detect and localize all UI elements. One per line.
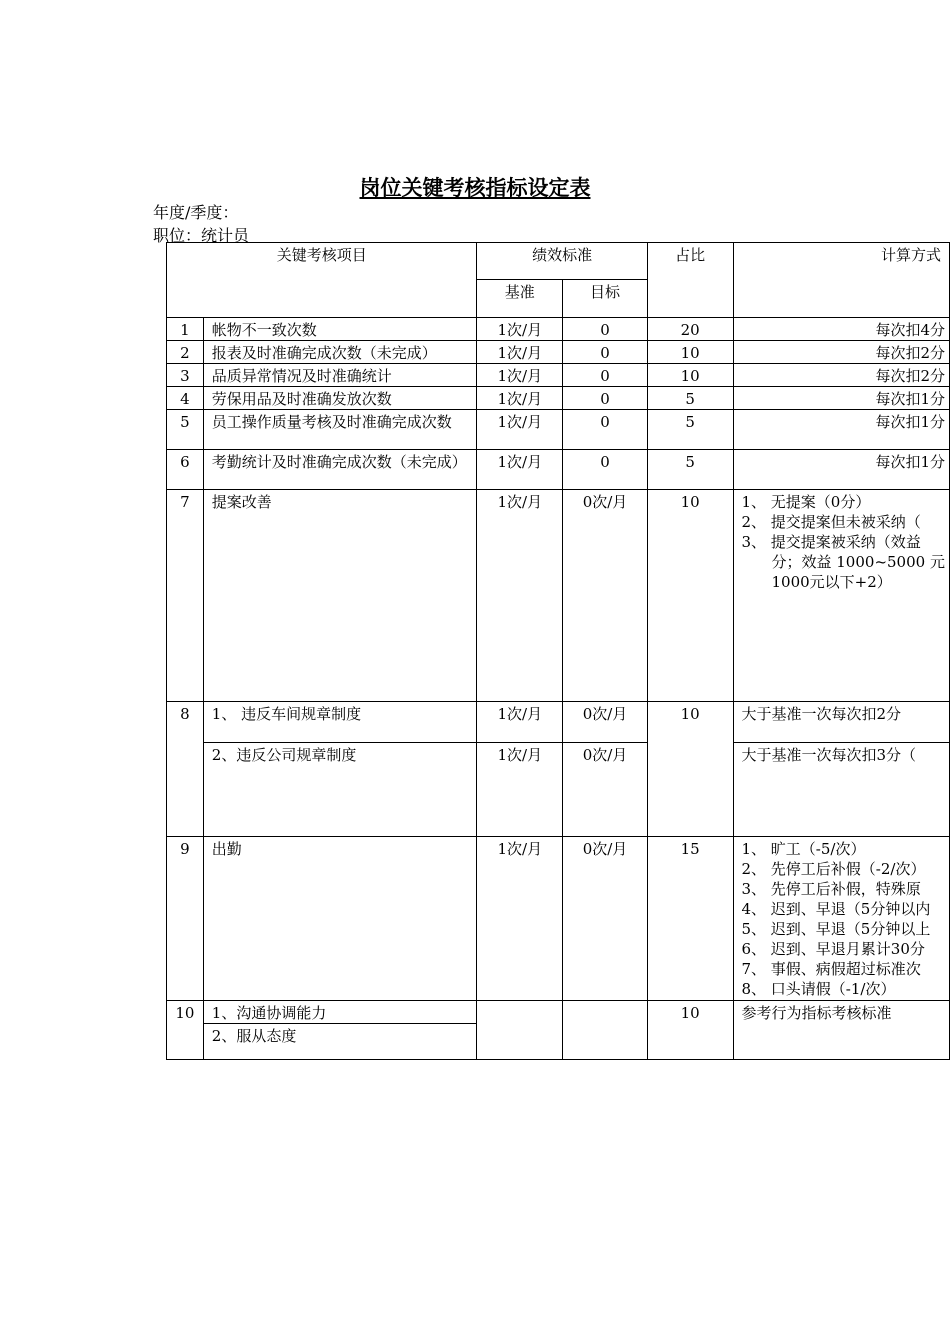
row-weight: 10 (647, 702, 733, 837)
table-row (167, 743, 950, 837)
row-method: 每次扣2分 (733, 364, 950, 387)
row-base: 1次/月 (477, 743, 563, 837)
row-target: 0次/月 (563, 490, 648, 702)
row-weight: 15 (647, 837, 733, 1001)
method-line: 2、 提交提案但未被采纳（ (741, 513, 921, 531)
row-weight: 10 (647, 341, 733, 364)
method-line: 分；效益 1000~5000 元 (771, 553, 945, 571)
row-target-empty (563, 1001, 648, 1060)
row-number: 1 (167, 318, 204, 341)
row-number: 7 (167, 490, 204, 702)
row-number: 5 (167, 410, 204, 450)
row-base: 1次/月 (477, 318, 563, 341)
row-number: 9 (167, 837, 204, 1001)
row-target: 0次/月 (563, 702, 648, 743)
row-method: 每次扣1分 (733, 387, 950, 410)
row-item: 1、沟通协调能力 (203, 1001, 477, 1024)
row-item: 品质异常情况及时准确统计 (203, 364, 477, 387)
row-item: 劳保用品及时准确发放次数 (203, 387, 477, 410)
table-row (167, 1001, 950, 1024)
row-method: 每次扣1分 (733, 450, 950, 490)
row-item: 1、 违反车间规章制度 (203, 702, 477, 743)
row-target: 0 (563, 387, 648, 410)
table-row (167, 318, 950, 341)
table-row (167, 837, 950, 1001)
row-base: 1次/月 (477, 450, 563, 490)
method-line: 8、 口头请假（-1/次） (741, 980, 896, 998)
row-method: 每次扣1分 (733, 410, 950, 450)
row-base: 1次/月 (477, 410, 563, 450)
row-weight: 5 (647, 387, 733, 410)
row-item: 帐物不一致次数 (203, 318, 477, 341)
method-line: 3、 先停工后补假，特殊原 (741, 880, 921, 898)
method-line: 5、 迟到、早退（5分钟以上 (741, 920, 931, 938)
row-item: 员工操作质量考核及时准确完成次数 (203, 410, 477, 450)
header-target: 目标 (563, 280, 648, 318)
method-line: 1、 无提案（0分） (741, 493, 871, 511)
table-row (167, 364, 950, 387)
row-method-list (733, 837, 950, 1001)
row-method: 每次扣4分 (733, 318, 950, 341)
row-weight: 10 (647, 490, 733, 702)
header-standard: 绩效标准 (477, 243, 647, 280)
method-line: 7、 事假、病假超过标准次 (741, 960, 921, 978)
header-method: 计算方式 (733, 243, 950, 318)
row-method-list (733, 490, 950, 702)
page-title: 岗位关键考核指标设定表 (359, 175, 591, 200)
table-row (167, 490, 950, 702)
row-method: 每次扣2分 (733, 341, 950, 364)
row-number: 3 (167, 364, 204, 387)
row-base: 1次/月 (477, 837, 563, 1001)
method-line: 2、 先停工后补假（-2/次） (741, 860, 926, 878)
row-method: 大于基准一次每次扣2分 (733, 702, 950, 743)
header-row (167, 243, 950, 280)
row-base: 1次/月 (477, 490, 563, 702)
row-item: 出勤 (203, 837, 477, 1001)
row-target: 0 (563, 450, 648, 490)
row-number: 8 (167, 702, 204, 837)
row-target: 0 (563, 410, 648, 450)
row-weight: 5 (647, 450, 733, 490)
row-target: 0次/月 (563, 837, 648, 1001)
row-method: 大于基准一次每次扣3分（ (733, 743, 950, 837)
row-item: 提案改善 (203, 490, 477, 702)
table-row (167, 450, 950, 490)
row-target: 0次/月 (563, 743, 648, 837)
row-target: 0 (563, 364, 648, 387)
method-line: 4、 迟到、早退（5分钟以内 (741, 900, 931, 918)
row-item: 2、违反公司规章制度 (203, 743, 477, 837)
row-number: 4 (167, 387, 204, 410)
row-weight: 10 (647, 1001, 733, 1060)
row-weight: 5 (647, 410, 733, 450)
row-base-empty (477, 1001, 563, 1060)
method-line: 6、 迟到、早退月累计30分 (741, 940, 925, 958)
row-number: 6 (167, 450, 204, 490)
row-target: 0 (563, 318, 648, 341)
header-item: 关键考核项目 (167, 243, 477, 318)
row-base: 1次/月 (477, 364, 563, 387)
row-weight: 20 (647, 318, 733, 341)
table-row (167, 341, 950, 364)
kpi-table (166, 242, 950, 1060)
row-method: 参考行为指标考核标准 (733, 1001, 950, 1060)
table-row (167, 410, 950, 450)
row-weight: 10 (647, 364, 733, 387)
header-base: 基准 (477, 280, 563, 318)
method-line: 1000元以下+2） (771, 573, 892, 591)
row-target: 0 (563, 341, 648, 364)
position-label: 职位：统计员 (153, 226, 250, 245)
row-item: 2、服从态度 (203, 1024, 477, 1060)
row-number: 10 (167, 1001, 204, 1060)
row-base: 1次/月 (477, 702, 563, 743)
row-base: 1次/月 (477, 387, 563, 410)
method-line: 1、 旷工（-5/次） (741, 840, 866, 858)
row-item: 考勤统计及时准确完成次数（未完成） (203, 450, 477, 490)
row-number: 2 (167, 341, 204, 364)
method-line: 3、 提交提案被采纳（效益 (741, 533, 921, 551)
row-base: 1次/月 (477, 341, 563, 364)
table-row (167, 702, 950, 743)
year-label: 年度/季度： (153, 203, 239, 222)
table-row (167, 387, 950, 410)
header-weight: 占比 (647, 243, 733, 318)
row-item: 报表及时准确完成次数（未完成） (203, 341, 477, 364)
